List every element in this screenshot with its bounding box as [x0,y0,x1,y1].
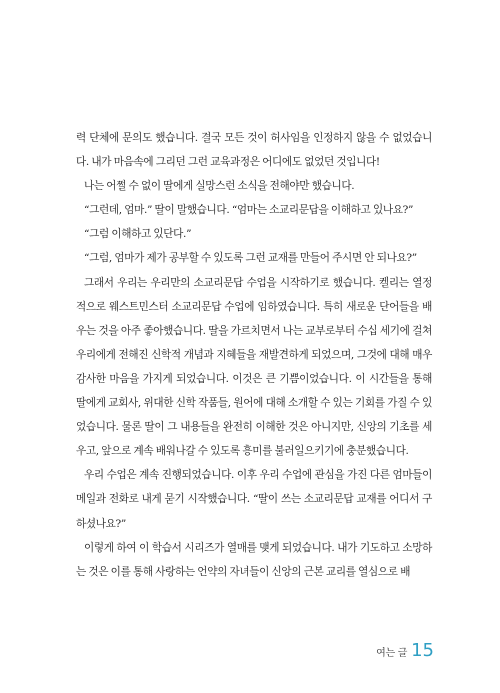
paragraph-dialogue: “그럼, 엄마가 제가 공부할 수 있도록 그런 교재를 만들어 주시면 안 되나요?” [84,252,417,265]
page-number: 15 [411,640,434,661]
paragraph: 이렇게 하여 이 학습서 시리즈가 열매를 맺게 되었습니다. 내가 기도하고 소망하는 것은 이를 통해 사랑하는 언약의 자녀들이 신앙의 근본 교리를 열심으로 배 [76,541,432,578]
paragraph: 그래서 우리는 우리만의 소교리문답 수업을 시작하기로 했습니다. 켈리는 열정적으로 웨스트민스터 소교리문답 수업에 임하였습니다. 특히 새로운 단어들을 배우는 것을 아주 좋아했습니다. 딸을 가르치면서 나는 교부로부터 수십 세기에 걸쳐 우리에게 전해진 신학적 개념과 지혜들을 재발견하게 되었으며, 그것에 대해 매우 감사한 마음을 가지게 되었습니다. 이것은 큰 기쁨이었습니다. 이 시간들을 통해 딸에게 교회사, 위대한 신학 작품들, 원어에 대해 소개할 수 있는 기회를 가질 수 있었습니다. 물론 딸이 그 내용들을 완전히 이해한 것은 아니지만, 신앙의 기초를 세우고, 앞으로 계속 배워나갈 수 있도록 흥미를 불러일으키기에 충분했습니다. [76,276,432,458]
paragraph-dialogue: “그럼 이해하고 있단다.” [84,228,192,241]
paragraph-dialogue: “그런데, 엄마.” 딸이 말했습니다. “엄마는 소교리문답을 이해하고 있나요?” [84,204,414,217]
body-text [76,126,432,584]
paragraph: 우리 수업은 계속 진행되었습니다. 이후 우리 수업에 관심을 가진 다른 엄마들이 메일과 전화로 내게 묻기 시작했습니다. “딸이 쓰는 소교리문답 교재를 어디서 구하셨나요?” [76,469,432,530]
running-footer-label: 여는 글 [376,648,408,659]
paragraph: 나는 어쩔 수 없이 딸에게 실망스런 소식을 전해야만 했습니다. [84,180,355,193]
paragraph-continued: 력 단체에 문의도 했습니다. 결국 모든 것이 허사임을 인정하지 않을 수 없었습니다. 내가 마음속에 그리던 그런 교육과정은 어디에도 없었던 것입니다! [76,132,432,169]
page-footer [376,640,434,661]
